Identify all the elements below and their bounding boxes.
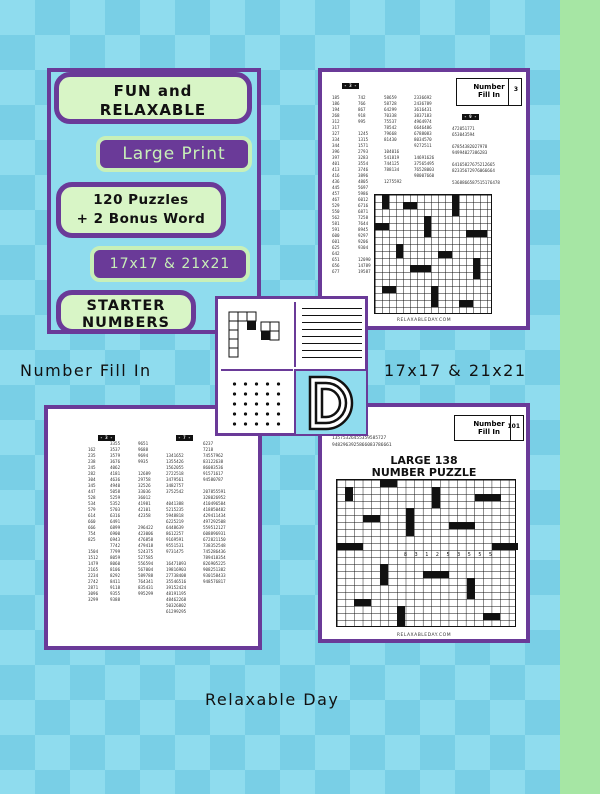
feature-fun-relaxable [54,72,252,124]
grid-block [345,487,353,501]
number-list: 1341652 1355426 1562055 2722518 3479561 3482757 3752542 4041388 5215235 5948818 6225219 6448639 8612257 9169591 9551531 9731475 16471093 19816903 27738408 35546516 39152424 48191195 48462268 50326802 61299295 [166,453,187,614]
number-fill-in-logo [454,415,524,441]
puzzle-title-line2: NUMBER PUZZLE [371,466,477,479]
grid-block [438,251,452,258]
feature-fun-line1: FUN and [113,82,193,100]
number-list: 6237 7218 74557962 83122638 86083536 91571617 94580787 207855591 328026952 410496584 418850482 429411434 497292508 559512127 608896931 672821150 738352548 745286436 789418354 826905225 908251382 930158433 948576817 [203,441,226,584]
page-preview-3 [318,68,530,330]
grid-block [452,195,459,216]
logo-line1: Number [473,83,505,91]
long-number: 13575326455359585727 [332,436,387,441]
center-logo [215,296,368,436]
starter-numbers-row: 8 3 1 2 5 3 5 5 5 [404,552,495,558]
page-number: 3 [513,86,518,93]
grid-block [380,564,388,585]
feature-puzzles-line2: + 2 Bonus Word [76,211,206,227]
logo-line2: Fill In [477,91,500,99]
long-number: 9482963925866083786661 [332,443,392,448]
length-tag: - 3 - [100,435,113,440]
grid-block [483,613,500,620]
feature-large-print: Large Print [96,136,252,172]
page-preview-101 [318,403,530,643]
grid-block [380,480,397,487]
grid-block [459,300,473,307]
grid-block [406,508,414,536]
number-list-col5 [452,108,500,198]
mini-grid-icon [221,302,293,367]
grid-block [449,522,475,529]
letter-d-icon [294,369,366,434]
number-list-col5 [203,429,226,597]
caption-brand: Relaxable Day [205,690,340,709]
grid-block [410,265,431,272]
feature-starter-line2: NUMBERS [82,315,170,331]
number-list-col4 [414,83,434,191]
number-list-col1 [332,77,359,287]
grid-block [396,244,403,258]
number-list: 162 235 238 245 282 304 345 447 528 534 579 614 660 666 754 825 1504 1512 1479 2165 2234 2742 2871 3096 3299 [88,447,99,602]
number-list: 9651 9688 9694 9935 12689 29758 32526 33036 36012 41981 42101 42358 296422 423006 476858 479418 524375 527585 556594 567004 589788 764341 835431 995299 [138,441,154,596]
grid-block [431,286,438,307]
grid-block [424,216,431,237]
grid-block [354,599,371,606]
grid-block [382,195,389,209]
grid-block [467,578,475,599]
number-list-col2 [358,83,371,287]
number-list: 742 766 867 918 995 1245 1315 1571 2793 3283 3554 3746 3896 4805 5697 5986 6012 6716 6871 7258 7644 8945 9297 9206 9304 12090 14789 19587 [358,95,371,274]
mini-grid-svg [221,302,293,367]
logo-line1: Number [473,420,505,428]
feature-grid-sizes: 17x17 & 21x21 [90,246,250,282]
ruled-lines [302,308,362,362]
feature-puzzle-count [56,182,226,238]
dot-grid-icon [221,369,293,434]
grid-block [475,494,501,501]
feature-puzzles-line1: 120 Puzzles [93,192,189,208]
site-url: RELAXABLEDAY.COM [396,633,452,638]
grid-block [337,543,363,550]
grid-block [382,286,396,293]
number-list: 2336692 2436789 3616431 3837183 4964974 6646486 6788083 8034570 9272511 14691626 37565495 76528003 98007660 [414,95,435,178]
number-list: 185 186 194 268 312 317 327 334 344 396 397 401 413 416 436 445 457 467 529 550 562 581 591 600 601 625 642 651 656 677 [332,95,340,274]
length-tag: - 7 - [178,435,191,440]
green-side-strip [560,0,600,794]
site-url: RELAXABLEDAY.COM [396,318,452,323]
grid-block [432,487,440,508]
number-list-col3 [138,429,153,609]
letter-d-svg [296,371,366,434]
number-fill-in-logo [456,78,522,106]
puzzle-title-line1: LARGE 138 [390,454,458,467]
puzzle-grid-17x17 [374,194,492,314]
logo-line2: Fill In [477,428,500,436]
puzzle-title [322,455,526,479]
grid-block [403,202,417,209]
length-tag: - 9 - [464,114,477,119]
number-list-col3 [384,83,402,197]
number-list-col4 [166,429,193,627]
grid-block [363,515,380,522]
length-tag: - 3 - [344,83,357,88]
grid-block [492,543,518,550]
caption-grid-sizes: 17x17 & 21x21 [384,361,527,380]
page-number: 101 [507,423,520,430]
feature-fun-line2: RELAXABLE [99,101,207,119]
grid-block [466,230,487,237]
caption-number-fill-in: Number Fill In [20,361,152,380]
grid-block [423,571,449,578]
feature-starter-numbers [56,290,196,334]
lined-paper-icon [294,302,366,367]
grid-block [473,258,480,279]
number-list: 3355 3537 3579 3676 4062 4181 4636 4940 5058 5259 5352 5703 6316 6491 6899 6900 6943 7742 7799 8059 8060 8106 8292 8411 9118 9355 9388 [110,441,121,602]
number-list-col2 [110,429,120,615]
number-list: 472051771 653043594 67854382027978 94994027386283 64165827675212665 82335672976066664 5368866587515176478 [452,126,500,185]
page-preview-numbers [44,405,262,650]
feature-starter-line1: STARTER [86,298,166,314]
number-list: 58659 58728 64299 70338 75537 78542 79668 81430 104016 541819 744125 788134 1275592 [384,95,402,184]
grid-block [397,606,405,627]
dot-pattern [229,379,285,429]
grid-block [375,223,389,230]
